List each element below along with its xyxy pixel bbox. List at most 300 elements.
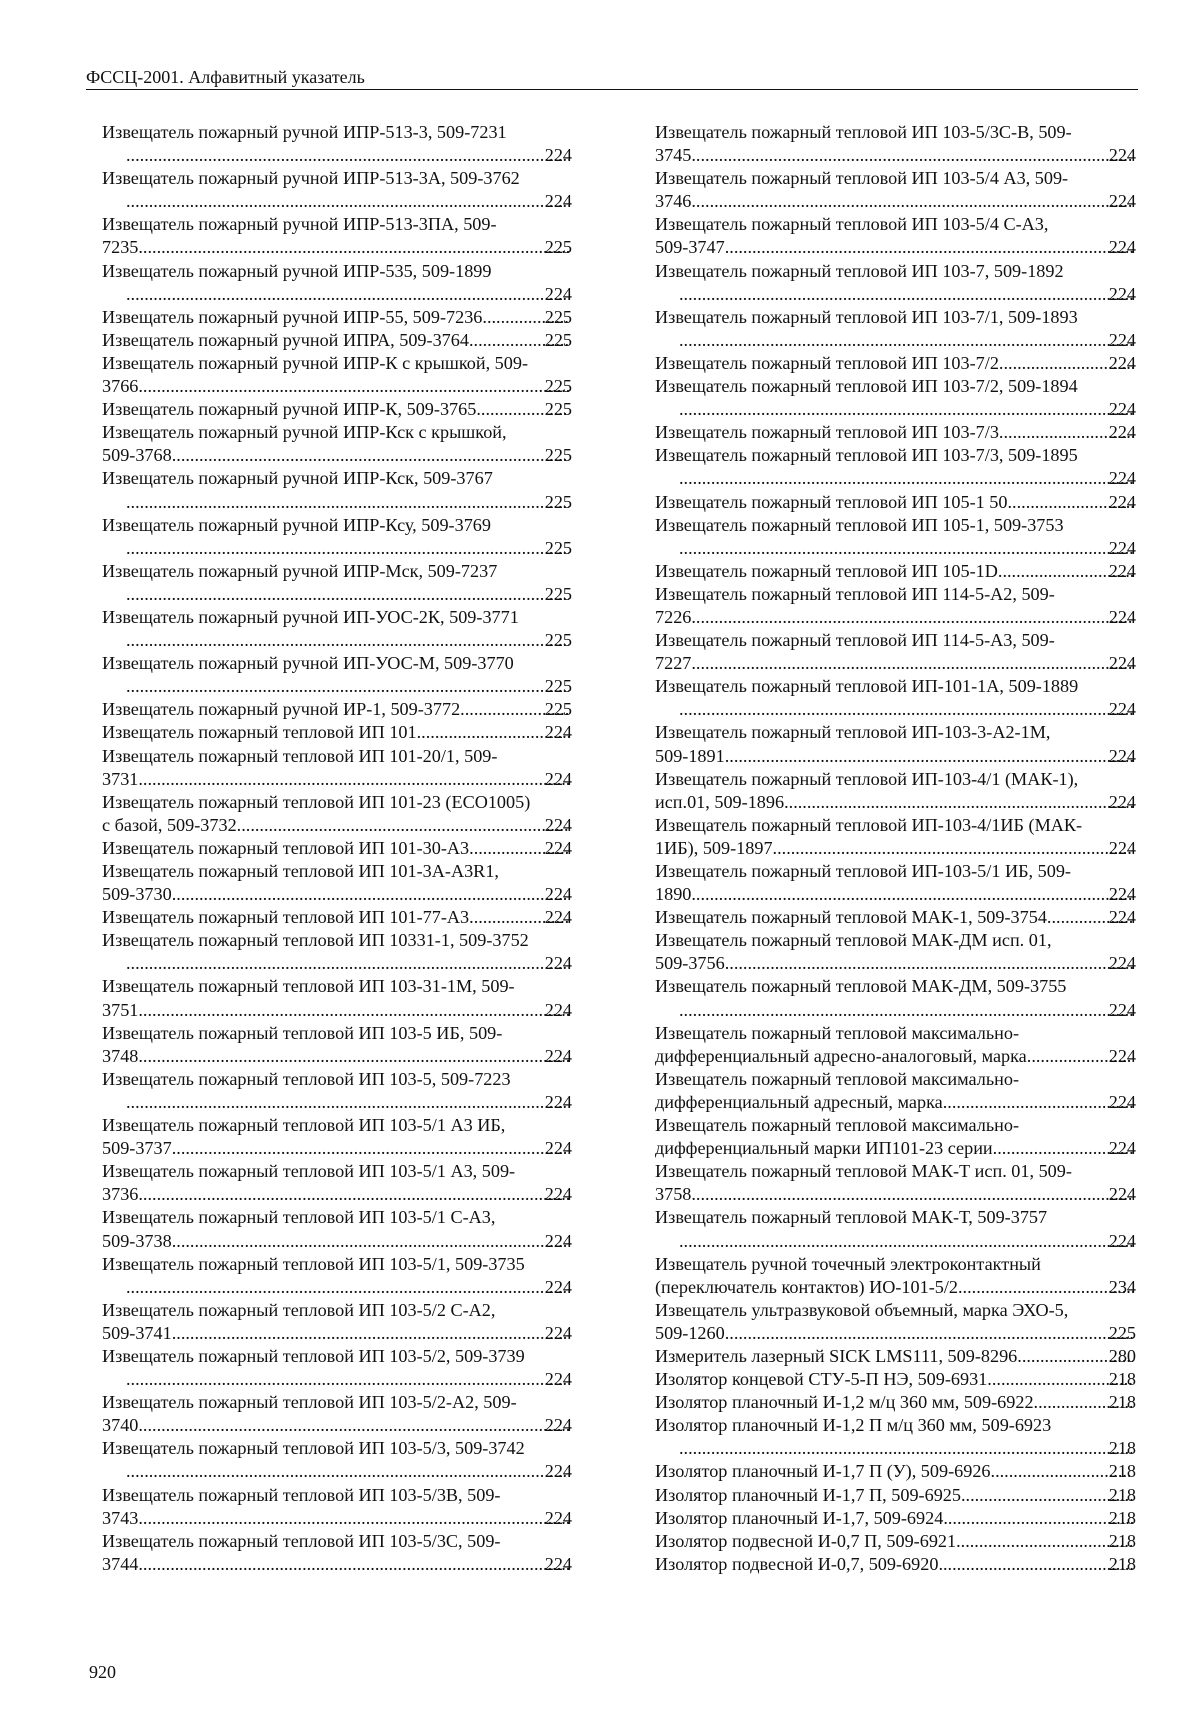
- entry-leader-line: [655, 952, 1136, 975]
- index-entry: [102, 260, 572, 306]
- entry-text-line: Изолятор планочный И-1,2 м/ц 360 мм, 509-6922: [655, 1392, 1034, 1413]
- dot-leader: [126, 283, 569, 306]
- entry-page-number: 224: [1108, 791, 1136, 812]
- entry-leader-line: [126, 629, 572, 652]
- dot-leader: [172, 1137, 569, 1160]
- entry-text-line: Извещатель пожарный тепловой ИП-103-5/1 ИБ, 509-: [655, 861, 1071, 881]
- entry-text-line: Извещатель пожарный тепловой максимально-: [655, 1022, 1020, 1043]
- entry-leader-line: [679, 1437, 1136, 1460]
- entry-page-number: 224: [1108, 745, 1136, 766]
- dot-leader: [138, 236, 568, 259]
- entry-text-line: Извещатель пожарный тепловой ИП 114-5-А2, 509-: [655, 583, 1055, 604]
- entry-leader-line: [102, 329, 572, 352]
- index-entry: [655, 1507, 1136, 1530]
- entry-leader-line: [102, 1553, 572, 1576]
- entry-text-line: Извещатель пожарный тепловой ИП 101-77-А3: [102, 907, 470, 928]
- entry-leader-line: [126, 1460, 572, 1483]
- entry-page-number: 224: [1108, 653, 1136, 674]
- entry-leader-line: [655, 1183, 1136, 1206]
- entry-text-line: Извещатель пожарный тепловой ИП 103-5/4 А3, 509-: [655, 168, 1069, 189]
- entry-leader-line: [655, 1322, 1136, 1345]
- index-entry: [655, 860, 1136, 906]
- entry-leader-line: [655, 1507, 1136, 1530]
- index-entry: [655, 721, 1136, 767]
- entry-text-line: Извещатель пожарный ручной ИПР-Кск, 509-3767: [102, 468, 493, 489]
- dot-leader: [138, 375, 568, 398]
- index-entry: [655, 1391, 1136, 1414]
- entry-text-line: Извещатель пожарный ручной ИПР-Ксу, 509-3769: [102, 514, 491, 535]
- index-entry: [102, 837, 572, 860]
- entry-text-line: Извещатель пожарный тепловой ИП-101-1А, 509-1889: [655, 676, 1079, 697]
- entry-text-line: 3736: [102, 1184, 139, 1205]
- entry-leader-line: [126, 144, 572, 167]
- dot-leader: [958, 1276, 1133, 1299]
- dot-leader: [691, 190, 1132, 213]
- index-entry: [102, 1253, 572, 1299]
- entry-text-line: Изолятор планочный И-1,7 П, 509-6925: [655, 1484, 961, 1505]
- entry-text-line: Извещатель пожарный тепловой ИП-103-3-А2-1М,: [655, 722, 1051, 743]
- entry-page-number: 224: [1108, 1230, 1136, 1251]
- entry-text-line: Изолятор планочный И-1,2 П м/ц 360 мм, 509-6923: [655, 1415, 1052, 1436]
- entry-leader-line: [679, 398, 1136, 421]
- entry-text-line: Изолятор концевой СТУ-5-П НЭ, 509-6931: [655, 1369, 988, 1390]
- entry-page-number: 224: [1108, 329, 1136, 350]
- index-entry: [655, 1299, 1136, 1345]
- index-entry: [655, 121, 1136, 167]
- entry-text-line: Изолятор подвесной И-0,7, 509-6920: [655, 1553, 939, 1574]
- index-entry: [102, 1345, 572, 1391]
- entry-text-line: Извещатель пожарный тепловой максимально-: [655, 1068, 1020, 1089]
- index-entry: [655, 1460, 1136, 1483]
- dot-leader: [126, 583, 569, 606]
- entry-text-line: Извещатель пожарный ручной ИПР-Мск, 509-7237: [102, 560, 498, 581]
- entry-text-line: 1890: [655, 884, 692, 905]
- dot-leader: [784, 791, 1133, 814]
- entry-text-line: Извещатель пожарный тепловой ИП 105-1 50: [655, 491, 1008, 512]
- entry-text-line: 509-3730: [102, 884, 172, 905]
- dot-leader: [943, 1507, 1132, 1530]
- index-column-left: [102, 121, 572, 1576]
- entry-leader-line: [655, 1137, 1136, 1160]
- dot-leader: [126, 629, 569, 652]
- index-entry: [655, 1022, 1136, 1068]
- entry-text-line: Извещатель пожарный тепловой ИП 103-5/1, 509-3735: [102, 1253, 525, 1274]
- entry-page-number: 224: [544, 1138, 572, 1159]
- index-entry: [655, 1530, 1136, 1553]
- entry-leader-line: [102, 698, 572, 721]
- entry-page-number: 225: [544, 445, 572, 466]
- dot-leader: [172, 883, 569, 906]
- entry-page-number: 280: [1108, 1345, 1136, 1366]
- index-entry: [102, 721, 572, 744]
- entry-text-line: Извещатель пожарный тепловой ИП 103-5/1 А3 ИБ,: [102, 1115, 506, 1136]
- dot-leader: [126, 190, 569, 213]
- entry-page-number: 224: [1108, 1091, 1136, 1112]
- entry-leader-line: [679, 698, 1136, 721]
- entry-leader-line: [655, 144, 1136, 167]
- entry-leader-line: [655, 1368, 1136, 1391]
- entry-leader-line: [126, 1091, 572, 1114]
- entry-text-line: 509-3738: [102, 1230, 172, 1251]
- entry-text-line: 3745: [655, 145, 692, 166]
- index-entry: [655, 421, 1136, 444]
- dot-leader: [172, 444, 569, 467]
- entry-page-number: 224: [544, 1091, 572, 1112]
- entry-page-number: 224: [544, 1415, 572, 1436]
- entry-page-number: 224: [1108, 191, 1136, 212]
- index-entry: [655, 444, 1136, 490]
- entry-text-line: Извещатель пожарный ручной ИПР-513-3А, 509-3762: [102, 168, 520, 189]
- index-entry: [655, 514, 1136, 560]
- entry-page-number: 218: [1108, 1438, 1136, 1459]
- entry-page-number: 224: [1108, 145, 1136, 166]
- entry-page-number: 225: [544, 583, 572, 604]
- entry-page-number: 218: [1108, 1369, 1136, 1390]
- index-entry: [655, 1114, 1136, 1160]
- entry-leader-line: [655, 745, 1136, 768]
- entry-text-line: Извещатель пожарный тепловой ИП 101-30-А3: [102, 837, 470, 858]
- entry-page-number: 224: [1108, 953, 1136, 974]
- entry-text-line: Изолятор планочный И-1,7, 509-6924: [655, 1507, 944, 1528]
- entry-leader-line: [102, 999, 572, 1022]
- entry-text-line: 3731: [102, 768, 139, 789]
- dot-leader: [725, 236, 1133, 259]
- entry-page-number: 224: [544, 722, 572, 743]
- entry-leader-line: [655, 560, 1136, 583]
- entry-text-line: 509-1260: [655, 1322, 725, 1343]
- index-entry: [102, 1206, 572, 1252]
- index-entry: [102, 1160, 572, 1206]
- entry-leader-line: [126, 1276, 572, 1299]
- entry-page-number: 225: [544, 237, 572, 258]
- entry-page-number: 224: [544, 768, 572, 789]
- entry-text-line: 7235: [102, 237, 139, 258]
- entry-page-number: 224: [1108, 468, 1136, 489]
- entry-page-number: 224: [1108, 1045, 1136, 1066]
- entry-page-number: 224: [544, 1553, 572, 1574]
- dot-leader: [679, 283, 1133, 306]
- index-entry: [102, 167, 572, 213]
- entry-text-line: Извещатель пожарный тепловой ИП 103-5/1 С-А3,: [102, 1207, 496, 1228]
- entry-page-number: 225: [544, 306, 572, 327]
- dot-leader: [126, 491, 569, 514]
- entry-text-line: 509-3768: [102, 445, 172, 466]
- index-entry: [655, 1068, 1136, 1114]
- index-entry: [655, 675, 1136, 721]
- entry-page-number: 224: [1108, 884, 1136, 905]
- dot-leader: [172, 1322, 569, 1345]
- dot-leader: [691, 652, 1132, 675]
- entry-page-number: 224: [1108, 837, 1136, 858]
- entry-leader-line: [655, 791, 1136, 814]
- index-entry: [102, 791, 572, 837]
- index-entry: [655, 814, 1136, 860]
- entry-page-number: 224: [1108, 422, 1136, 443]
- index-entry: [655, 213, 1136, 259]
- entry-text-line: Извещатель пожарный тепловой ИП 103-5/2-А2, 509-: [102, 1392, 517, 1413]
- entry-text-line: Извещатель пожарный тепловой ИП 103-5 ИБ, 509-: [102, 1022, 503, 1043]
- entry-leader-line: [655, 1530, 1136, 1553]
- entry-leader-line: [655, 883, 1136, 906]
- entry-text-line: 3740: [102, 1415, 139, 1436]
- entry-text-line: Извещатель пожарный тепловой ИП 103-5/2, 509-3739: [102, 1345, 525, 1366]
- dot-leader: [126, 1368, 569, 1391]
- entry-text-line: Извещатель пожарный тепловой ИП 103-5/4 С-А3,: [655, 214, 1049, 235]
- entry-text-line: 3751: [102, 999, 139, 1020]
- entry-text-line: Извещатель пожарный тепловой МАК-ДМ исп. 01,: [655, 930, 1052, 951]
- entry-text-line: 3743: [102, 1507, 139, 1528]
- entry-page-number: 224: [1108, 606, 1136, 627]
- entry-leader-line: [126, 283, 572, 306]
- dot-leader: [679, 329, 1133, 352]
- entry-page-number: 225: [544, 329, 572, 350]
- entry-text-line: Извещатель пожарный тепловой ИП 103-7/3: [655, 422, 999, 443]
- entry-leader-line: [102, 721, 572, 744]
- index-entry: [102, 213, 572, 259]
- entry-leader-line: [655, 906, 1136, 929]
- dot-leader: [126, 1460, 569, 1483]
- entry-leader-line: [126, 491, 572, 514]
- entry-text-line: Извещатель пожарный тепловой ИП 103-7/2: [655, 352, 999, 373]
- dot-leader: [679, 1437, 1133, 1460]
- index-entry: [655, 929, 1136, 975]
- dot-leader: [691, 883, 1132, 906]
- entry-page-number: 224: [544, 1276, 572, 1297]
- entry-text-line: Извещатель пожарный ручной ИПР-55, 509-7236: [102, 306, 483, 327]
- index-entry: [655, 560, 1136, 583]
- dot-leader: [126, 1091, 569, 1114]
- index-entry: [102, 652, 572, 698]
- entry-page-number: 224: [1108, 560, 1136, 581]
- entry-text-line: Извещатель пожарный ручной ИПРА, 509-3764: [102, 329, 469, 350]
- entry-text-line: Извещатель пожарный ручной ИП-УОС-2К, 509-3771: [102, 606, 519, 627]
- entry-leader-line: [102, 1183, 572, 1206]
- entry-leader-line: [102, 375, 572, 398]
- index-entry: [655, 768, 1136, 814]
- index-entry: [655, 1553, 1136, 1576]
- index-entry: [655, 167, 1136, 213]
- entry-text-line: Извещатель пожарный тепловой МАК-1, 509-3754: [655, 907, 1047, 928]
- entry-page-number: 224: [1108, 283, 1136, 304]
- entry-page-number: 224: [1108, 537, 1136, 558]
- dot-leader: [138, 1183, 568, 1206]
- entry-text-line: Извещатель пожарный ручной ИР-1, 509-3772: [102, 699, 461, 720]
- dot-leader: [943, 1091, 1133, 1114]
- index-entry: [655, 1368, 1136, 1391]
- entry-text-line: Извещатель пожарный тепловой ИП-103-4/1ИБ (МАК-: [655, 814, 1083, 835]
- index-entry: [102, 1068, 572, 1114]
- entry-text-line: Извещатель пожарный тепловой ИП 101-3А-А3R1,: [102, 861, 499, 881]
- index-entry: [102, 560, 572, 606]
- dot-leader: [691, 144, 1132, 167]
- entry-text-line: Извещатель пожарный ручной ИПР-К, 509-3765: [102, 399, 477, 420]
- entry-page-number: 225: [544, 537, 572, 558]
- entry-text-line: 7227: [655, 653, 692, 674]
- entry-text-line: Извещатель пожарный тепловой ИП 103-5, 509-7223: [102, 1068, 511, 1089]
- index-entry: [102, 514, 572, 560]
- entry-text-line: Извещатель пожарный ручной ИПР-535, 509-1899: [102, 260, 492, 281]
- entry-page-number: 218: [1108, 1392, 1136, 1413]
- entry-text-line: Извещатель пожарный тепловой максимально-: [655, 1115, 1020, 1136]
- dot-leader: [138, 1045, 568, 1068]
- entry-page-number: 224: [544, 1322, 572, 1343]
- dot-leader: [725, 1322, 1133, 1345]
- entry-text-line: Извещатель пожарный тепловой МАК-Т исп. 01, 509-: [655, 1161, 1072, 1182]
- entry-page-number: 224: [544, 837, 572, 858]
- entry-leader-line: [679, 283, 1136, 306]
- dot-leader: [725, 952, 1133, 975]
- index-entry: [102, 1484, 572, 1530]
- entry-page-number: 224: [544, 283, 572, 304]
- index-entry: [655, 906, 1136, 929]
- index-entry: [102, 860, 572, 906]
- entry-leader-line: [102, 906, 572, 929]
- entry-text-line: Изолятор подвесной И-0,7 П, 509-6921: [655, 1530, 957, 1551]
- dot-leader: [691, 606, 1132, 629]
- entry-page-number: 218: [1108, 1461, 1136, 1482]
- dot-leader: [126, 537, 569, 560]
- entry-leader-line: [655, 1276, 1136, 1299]
- entry-leader-line: [679, 329, 1136, 352]
- entry-leader-line: [655, 421, 1136, 444]
- entry-leader-line: [102, 1322, 572, 1345]
- entry-leader-line: [655, 837, 1136, 860]
- dot-leader: [138, 768, 568, 791]
- entry-text-line: (переключатель контактов) ИО-101-5/2: [655, 1276, 958, 1297]
- entry-leader-line: [126, 952, 572, 975]
- entry-leader-line: [679, 537, 1136, 560]
- entry-text-line: Извещатель пожарный тепловой ИП 101-20/1, 509-: [102, 745, 498, 766]
- entry-text-line: Извещатель пожарный ручной ИПР-К с крышкой, 509-: [102, 352, 529, 373]
- entry-leader-line: [102, 1137, 572, 1160]
- index-entry: [655, 352, 1136, 375]
- index-entry: [102, 1299, 572, 1345]
- index-entry: [102, 745, 572, 791]
- index-entry: [102, 398, 572, 421]
- entry-text-line: 3746: [655, 191, 692, 212]
- entry-text-line: с базой, 509-3732: [102, 814, 237, 835]
- entry-page-number: 224: [544, 1369, 572, 1390]
- entry-leader-line: [126, 1368, 572, 1391]
- index-column-right: [655, 121, 1136, 1576]
- dot-leader: [138, 1414, 568, 1437]
- dot-leader: [126, 1276, 569, 1299]
- entry-text-line: дифференциальный адресный, марка: [655, 1091, 943, 1112]
- entry-leader-line: [655, 1391, 1136, 1414]
- dot-leader: [126, 144, 569, 167]
- entry-leader-line: [126, 190, 572, 213]
- entry-text-line: Извещатель пожарный тепловой ИП 103-5/3С-В, 509-: [655, 122, 1072, 142]
- dot-leader: [679, 698, 1133, 721]
- entry-text-line: дифференциальный марки ИП101-23 серии: [655, 1138, 993, 1159]
- entry-text-line: Извещатель пожарный тепловой ИП 103-5/2 С-А2,: [102, 1299, 496, 1320]
- entry-text-line: Извещатель ультразвуковой объемный, марка ЭХО-5,: [655, 1299, 1069, 1320]
- entry-page-number: 224: [544, 1507, 572, 1528]
- entry-text-line: 3748: [102, 1045, 139, 1066]
- header-title: ФССЦ-2001. Алфавитный указатель: [86, 67, 365, 87]
- entry-leader-line: [102, 306, 572, 329]
- entry-page-number: 224: [544, 999, 572, 1020]
- entry-leader-line: [655, 236, 1136, 259]
- index-entry: [102, 906, 572, 929]
- entry-leader-line: [655, 352, 1136, 375]
- entry-page-number: 224: [1108, 907, 1136, 928]
- dot-leader: [691, 1183, 1132, 1206]
- entry-text-line: исп.01, 509-1896: [655, 791, 785, 812]
- entry-text-line: Извещатель пожарный тепловой ИП 103-5/3С, 509-: [102, 1530, 501, 1551]
- index-entry: [102, 1022, 572, 1068]
- entry-text-line: дифференциальный адресно-аналоговый, марка: [655, 1045, 1027, 1066]
- entry-leader-line: [655, 190, 1136, 213]
- entry-leader-line: [102, 1414, 572, 1437]
- entry-text-line: 509-3747: [655, 237, 725, 258]
- entry-page-number: 218: [1108, 1484, 1136, 1505]
- entry-page-number: 225: [544, 399, 572, 420]
- entry-page-number: 224: [544, 884, 572, 905]
- dot-leader: [138, 1553, 568, 1576]
- index-entry: [102, 329, 572, 352]
- index-entry: [655, 629, 1136, 675]
- index-entry: [655, 1345, 1136, 1368]
- index-entry: [102, 467, 572, 513]
- entry-leader-line: [655, 1460, 1136, 1483]
- entry-text-line: 509-3737: [102, 1138, 172, 1159]
- dot-leader: [956, 1530, 1133, 1553]
- entry-page-number: 224: [544, 1461, 572, 1482]
- entry-leader-line: [126, 583, 572, 606]
- dot-leader: [126, 952, 569, 975]
- dot-leader: [138, 999, 568, 1022]
- entry-page-number: 224: [544, 1230, 572, 1251]
- index-entry: [655, 491, 1136, 514]
- entry-text-line: 7226: [655, 606, 692, 627]
- index-entry: [655, 375, 1136, 421]
- entry-leader-line: [655, 1345, 1136, 1368]
- entry-text-line: Извещатель пожарный тепловой ИП 103-5/1 А3, 509-: [102, 1161, 516, 1182]
- entry-text-line: Извещатель пожарный тепловой ИП 103-7/2, 509-1894: [655, 376, 1078, 397]
- index-entry: [102, 929, 572, 975]
- entry-page-number: 225: [544, 676, 572, 697]
- entry-text-line: Извещатель пожарный тепловой ИП 103-5/3, 509-3742: [102, 1438, 525, 1459]
- entry-text-line: Извещатель пожарный ручной ИПР-Кск с крышкой,: [102, 422, 507, 443]
- entry-leader-line: [102, 883, 572, 906]
- entry-leader-line: [126, 537, 572, 560]
- entry-text-line: Извещатель пожарный ручной ИП-УОС-М, 509-3770: [102, 653, 514, 674]
- entry-page-number: 224: [1108, 1184, 1136, 1205]
- entry-leader-line: [102, 398, 572, 421]
- dot-leader: [172, 1230, 569, 1253]
- entry-leader-line: [655, 491, 1136, 514]
- dot-leader: [773, 837, 1133, 860]
- index-entry: [655, 1484, 1136, 1507]
- index-entry: [655, 260, 1136, 306]
- entry-page-number: 224: [1108, 352, 1136, 373]
- entry-text-line: Извещатель пожарный ручной ИПР-513-3ПА, 509-: [102, 214, 497, 235]
- entry-leader-line: [655, 1553, 1136, 1576]
- entry-page-number: 225: [544, 699, 572, 720]
- entry-page-number: 224: [544, 907, 572, 928]
- entry-page-number: 218: [1108, 1507, 1136, 1528]
- entry-leader-line: [102, 444, 572, 467]
- entry-text-line: Извещатель пожарный тепловой ИП 105-1D: [655, 560, 998, 581]
- entry-page-number: 225: [544, 630, 572, 651]
- dot-leader: [679, 1230, 1133, 1253]
- entry-leader-line: [655, 1045, 1136, 1068]
- dot-leader: [126, 675, 569, 698]
- entry-page-number: 224: [544, 814, 572, 835]
- entry-text-line: Извещатель пожарный тепловой ИП-103-4/1 (МАК-1),: [655, 768, 1079, 789]
- entry-page-number: 218: [1108, 1530, 1136, 1551]
